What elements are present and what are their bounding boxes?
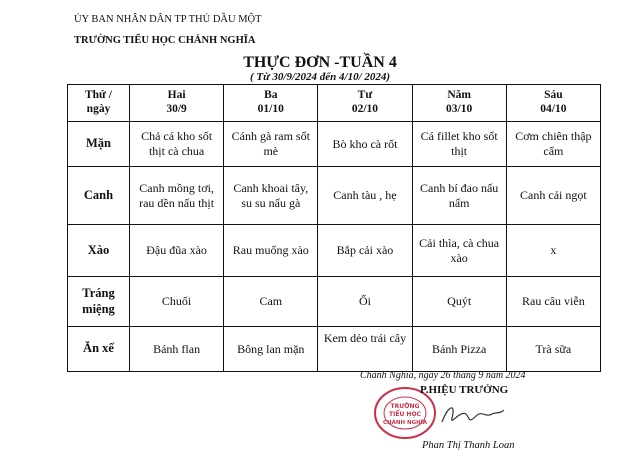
- signer-name: Phan Thị Thanh Loan: [422, 440, 515, 451]
- row-label: Mặn: [68, 122, 130, 167]
- menu-table: [67, 84, 601, 372]
- day-date: 30/9: [166, 103, 187, 115]
- signature-role: P.HIỆU TRƯỞNG: [420, 384, 509, 396]
- menu-cell: Cải thìa, cà chua xào: [412, 225, 506, 277]
- table-header-row: [68, 85, 601, 122]
- corner-cell: [68, 85, 130, 122]
- handwritten-signature: [438, 396, 508, 432]
- menu-cell: Cam: [224, 277, 318, 327]
- day-date: 04/10: [540, 103, 567, 115]
- menu-cell: Bắp cải xào: [318, 225, 412, 277]
- svg-text:TRƯỜNG: TRƯỜNG: [390, 403, 420, 410]
- menu-cell: Bò kho cà rốt: [318, 122, 412, 167]
- day-header-ba: [224, 85, 318, 122]
- day-name: Sáu: [544, 89, 563, 102]
- menu-cell: Đậu đũa xào: [130, 225, 224, 277]
- menu-cell: Bánh flan: [130, 327, 224, 372]
- menu-cell: Canh khoai tây, su su nấu gà: [224, 167, 318, 225]
- menu-cell: Chuối: [130, 277, 224, 327]
- day-header-sau: [506, 85, 600, 122]
- day-name: Hai: [167, 89, 186, 102]
- day-header-tu: [318, 85, 412, 122]
- corner-line-1: Thứ /: [84, 89, 113, 102]
- menu-cell: Cơm chiên thập cẩm: [506, 122, 600, 167]
- menu-cell: Canh tàu , hẹ: [318, 167, 412, 225]
- day-date: 02/10: [351, 103, 379, 115]
- page-title: THỰC ĐƠN -TUẦN 4: [243, 54, 397, 71]
- page-subtitle: ( Từ 30/9/2024 đến 4/10/ 2024): [249, 71, 391, 83]
- day-name: Năm: [447, 89, 471, 102]
- table-row: [68, 167, 601, 225]
- menu-cell: Ổi: [318, 277, 412, 327]
- table-row: [68, 277, 601, 327]
- menu-cell: Bông lan mặn: [224, 327, 318, 372]
- table-row: [68, 122, 601, 167]
- menu-cell: Canh bí đao nấu nấm: [412, 167, 506, 225]
- row-label: Tráng miệng: [68, 277, 130, 327]
- menu-cell: Cá fillet kho sốt thịt: [412, 122, 506, 167]
- row-label: Xào: [68, 225, 130, 277]
- menu-cell: x: [506, 225, 600, 277]
- menu-cell: Bánh Pizza: [412, 327, 506, 372]
- svg-text:TIỂU HỌC: TIỂU HỌC: [389, 411, 421, 418]
- day-name: Tư: [357, 89, 373, 102]
- org-line-1: ỦY BAN NHÂN DÂN TP THỦ DẦU MỘT: [74, 14, 262, 25]
- menu-cell: Quýt: [412, 277, 506, 327]
- menu-cell: Canh cải ngọt: [506, 167, 600, 225]
- svg-text:CHÁNH NGHĨA: CHÁNH NGHĨA: [382, 420, 428, 426]
- day-header-hai: [130, 85, 224, 122]
- menu-cell: Cánh gà ram sốt mè: [224, 122, 318, 167]
- org-line-2: TRƯỜNG TIỂU HỌC CHÁNH NGHĨA: [74, 35, 256, 46]
- menu-cell: Rau muống xào: [224, 225, 318, 277]
- menu-cell: Kem dẻo trái cây: [318, 327, 412, 372]
- signature-date: Chánh Nghĩa, ngày 26 tháng 9 năm 2024: [360, 370, 526, 381]
- row-label: Ăn xế: [68, 327, 130, 372]
- day-header-nam: [412, 85, 506, 122]
- day-date: 01/10: [257, 103, 284, 115]
- day-date: 03/10: [446, 103, 473, 115]
- corner-line-2: ngày: [86, 103, 111, 115]
- menu-cell: Chả cá kho sốt thịt cà chua: [130, 122, 224, 167]
- menu-cell: Trà sữa: [506, 327, 600, 372]
- menu-cell: Canh mồng tơi, rau dền nấu thịt: [130, 167, 224, 225]
- row-label: Canh: [68, 167, 130, 225]
- table-row: [68, 327, 601, 372]
- day-name: Ba: [264, 89, 278, 102]
- table-row: [68, 225, 601, 277]
- menu-cell: Rau câu viễn: [506, 277, 600, 327]
